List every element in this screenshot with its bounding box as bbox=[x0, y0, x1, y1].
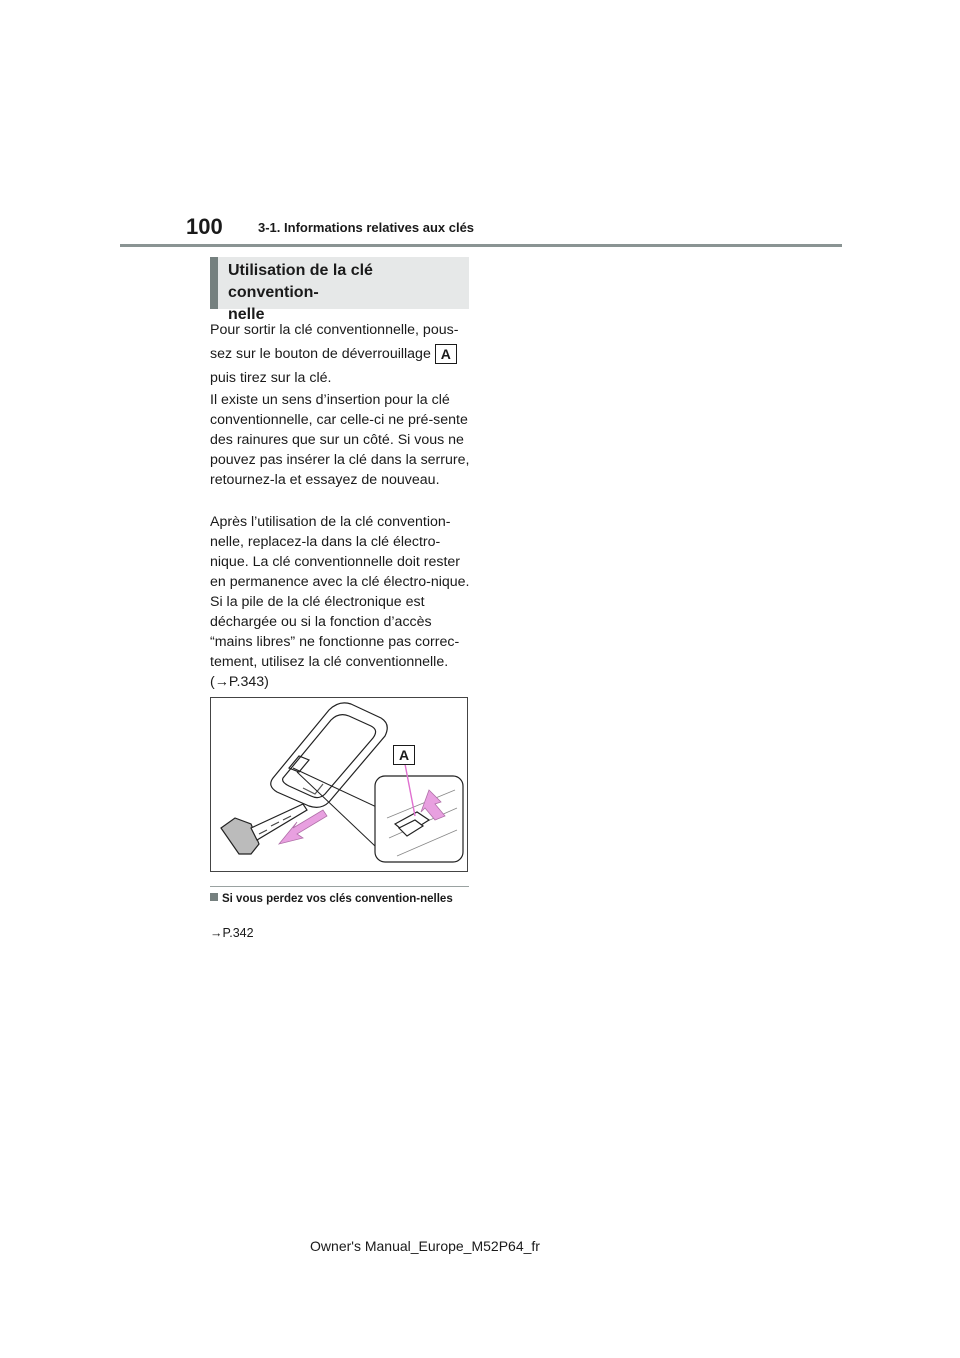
electronic-key-icon bbox=[271, 703, 388, 807]
paragraph-1 bbox=[210, 320, 472, 392]
label-a-badge: A bbox=[435, 344, 457, 364]
paragraph-3 bbox=[210, 512, 472, 692]
paragraph-1-line-2-text: sez sur le bouton de déverrouillage bbox=[210, 346, 431, 362]
square-bullet-icon bbox=[210, 893, 218, 901]
key-illustration bbox=[210, 697, 468, 872]
paragraph-2-text: Il existe un sens d’insertion pour la clé conventionnelle, car celle-ci ne pré-sente des rainures que sur un côté. Si vous ne pouvez pas insérer la clé dans la serrure, retournez-la et essayez de nouveau. bbox=[210, 392, 470, 488]
figure-label-a: A bbox=[393, 745, 415, 765]
paragraph-3-text: Après l’utilisation de la clé convention-nelle, replacez-la dans la clé électro-nique. La clé conventionnelle doit rester en permanence avec la clé électro-nique. Si la pile de la clé électronique est déchargée ou si la fonction d’accès “mains libres” ne fonctionne pas correc-tement, utilisez la clé conventionnelle. (→P.343) bbox=[210, 514, 470, 690]
paragraph-1-line-1: Pour sortir la clé conventionnelle, pous- bbox=[210, 322, 459, 338]
section-heading bbox=[210, 257, 469, 323]
section-title: 3-1. Informations relatives aux clés bbox=[258, 220, 475, 235]
subsection-divider bbox=[210, 886, 469, 887]
paragraph-1-line-3: puis tirez sur la clé. bbox=[210, 370, 332, 386]
page-number: 100 bbox=[186, 214, 223, 239]
subsection-heading bbox=[210, 892, 469, 907]
footer-doc-id: Owner's Manual_Europe_M52P64_fr bbox=[310, 1238, 540, 1254]
subsection-reference: →P.342 bbox=[210, 926, 254, 940]
heading-line-1: Utilisation de la clé convention- bbox=[228, 262, 373, 301]
subsection-title: Si vous perdez vos clés convention-nelles bbox=[222, 893, 453, 905]
header-divider bbox=[120, 244, 842, 247]
key-illustration-drawing bbox=[211, 698, 467, 871]
paragraph-1-line-2 bbox=[210, 344, 472, 364]
heading-line-2: nelle bbox=[228, 306, 265, 323]
paragraph-2 bbox=[210, 390, 472, 490]
